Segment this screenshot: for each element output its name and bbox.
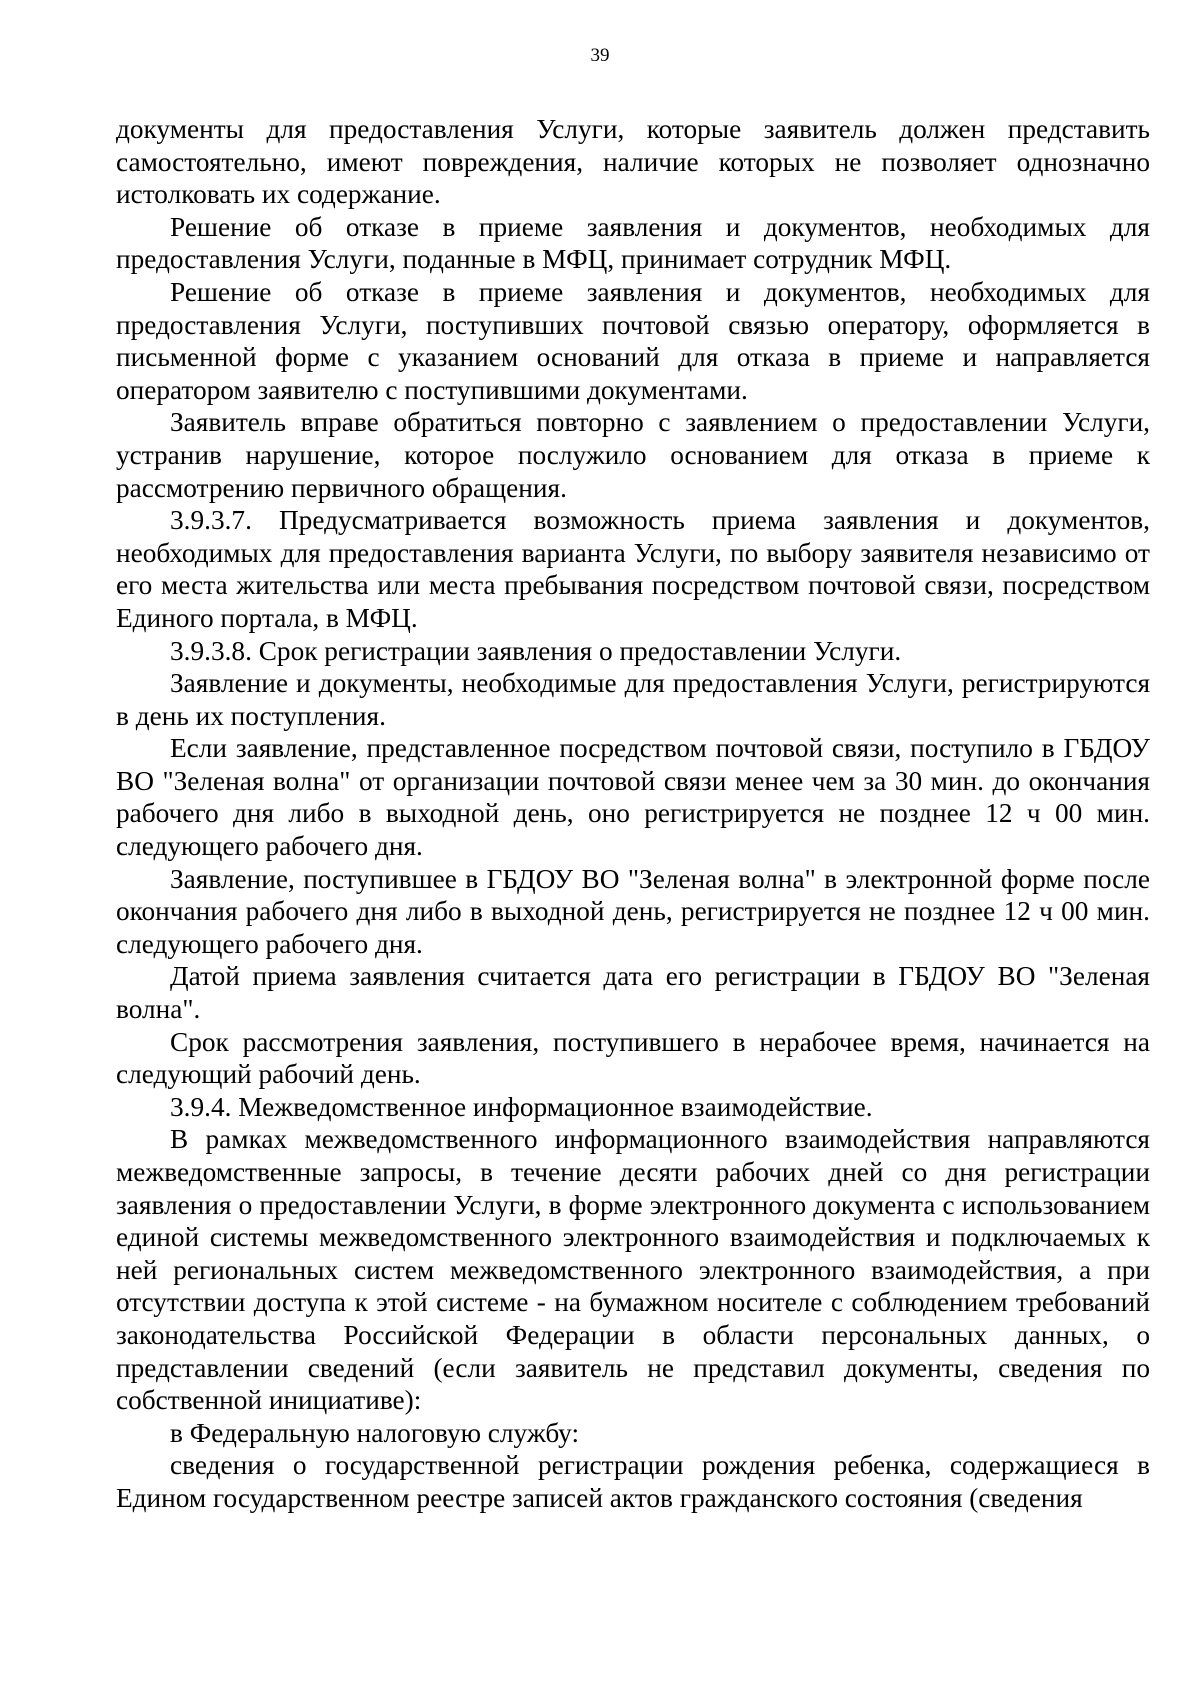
- paragraph-1: документы для предоставления Услуги, которые заявитель должен представить самостоятельно, имеют повреждения, наличие которых не позволяет однозначно истолковать их содержание.: [116, 114, 1150, 210]
- paragraph-7: Заявление и документы, необходимые для предоставления Услуги, регистрируются в день их поступления.: [116, 668, 1150, 731]
- paragraph-14: в Федеральную налоговую службу:: [170, 1417, 580, 1448]
- document-body: [116, 113, 1150, 1515]
- paragraph-12: 3.9.4. Межведомственное информационное взаимодействие.: [170, 1091, 873, 1122]
- paragraph-15: сведения о государственной регистрации рождения ребенка, содержащиеся в Едином государственном реестре записей актов гражданского состояния (сведения: [116, 1450, 1150, 1513]
- paragraph-3: Решение об отказе в приеме заявления и документов, необходимых для предоставления Услуги, поступивших почтовой связью оператору, оформляется в письменной форме с указанием оснований для отказа в приеме и направляется оператором заявителю с поступившими документами.: [116, 276, 1150, 405]
- paragraph-11: Срок рассмотрения заявления, поступившего в нерабочее время, начинается на следующий рабочий день.: [116, 1026, 1150, 1090]
- page-number: 39: [590, 45, 610, 66]
- paragraph-4: Заявитель вправе обратиться повторно с заявлением о предоставлении Услуги, устранив нарушение, которое послужило основанием для отказа в приеме к рассмотрению первичного обращения.: [116, 407, 1150, 503]
- paragraph-9: Заявление, поступившее в ГБДОУ ВО "Зеленая волна" в электронной форме после окончания рабочего дня либо в выходной день, регистрируется не позднее 12 ч 00 мин. следующего рабочего дня.: [116, 863, 1150, 959]
- paragraph-5: 3.9.3.7. Предусматривается возможность приема заявления и документов, необходимых для предоставления варианта Услуги, по выбору заявителя независимо от его места жительства или места пребывания посредством почтовой связи, посредством Единого портала, в МФЦ.: [116, 505, 1150, 633]
- paragraph-2: Решение об отказе в приеме заявления и документов, необходимых для предоставления Услуги, поданные в МФЦ, принимает сотрудник МФЦ.: [116, 211, 1150, 275]
- paragraph-8: Если заявление, представленное посредством почтовой связи, поступило в ГБДОУ ВО "Зеленая волна" от организации почтовой связи менее чем за 30 мин. до окончания рабочего дня либо в выходной день, оно регистрируется не позднее 12 ч 00 мин. следующего рабочего дня.: [116, 733, 1150, 862]
- paragraph-10: Датой приема заявления считается дата его регистрации в ГБДОУ ВО "Зеленая волна".: [116, 961, 1150, 1025]
- paragraph-6: 3.9.3.8. Срок регистрации заявления о предоставлении Услуги.: [170, 635, 902, 666]
- paragraph-13: В рамках межведомственного информационного взаимодействия направляются межведомственные запросы, в течение десяти рабочих дней со дня регистрации заявления о предоставлении Услуги, в форме электронного документа с использованием единой системы межведомственного электронного взаимодействия и подключаемых к ней региональных систем межведомственного электронного взаимодействия, а при отсутствии доступа к этой системе - на бумажном носителе с соблюдением требований законодательства Российской Федерации в области персональных данных, о представлении сведений (если заявитель не представил документы, сведения по собственной инициативе):: [116, 1124, 1150, 1416]
